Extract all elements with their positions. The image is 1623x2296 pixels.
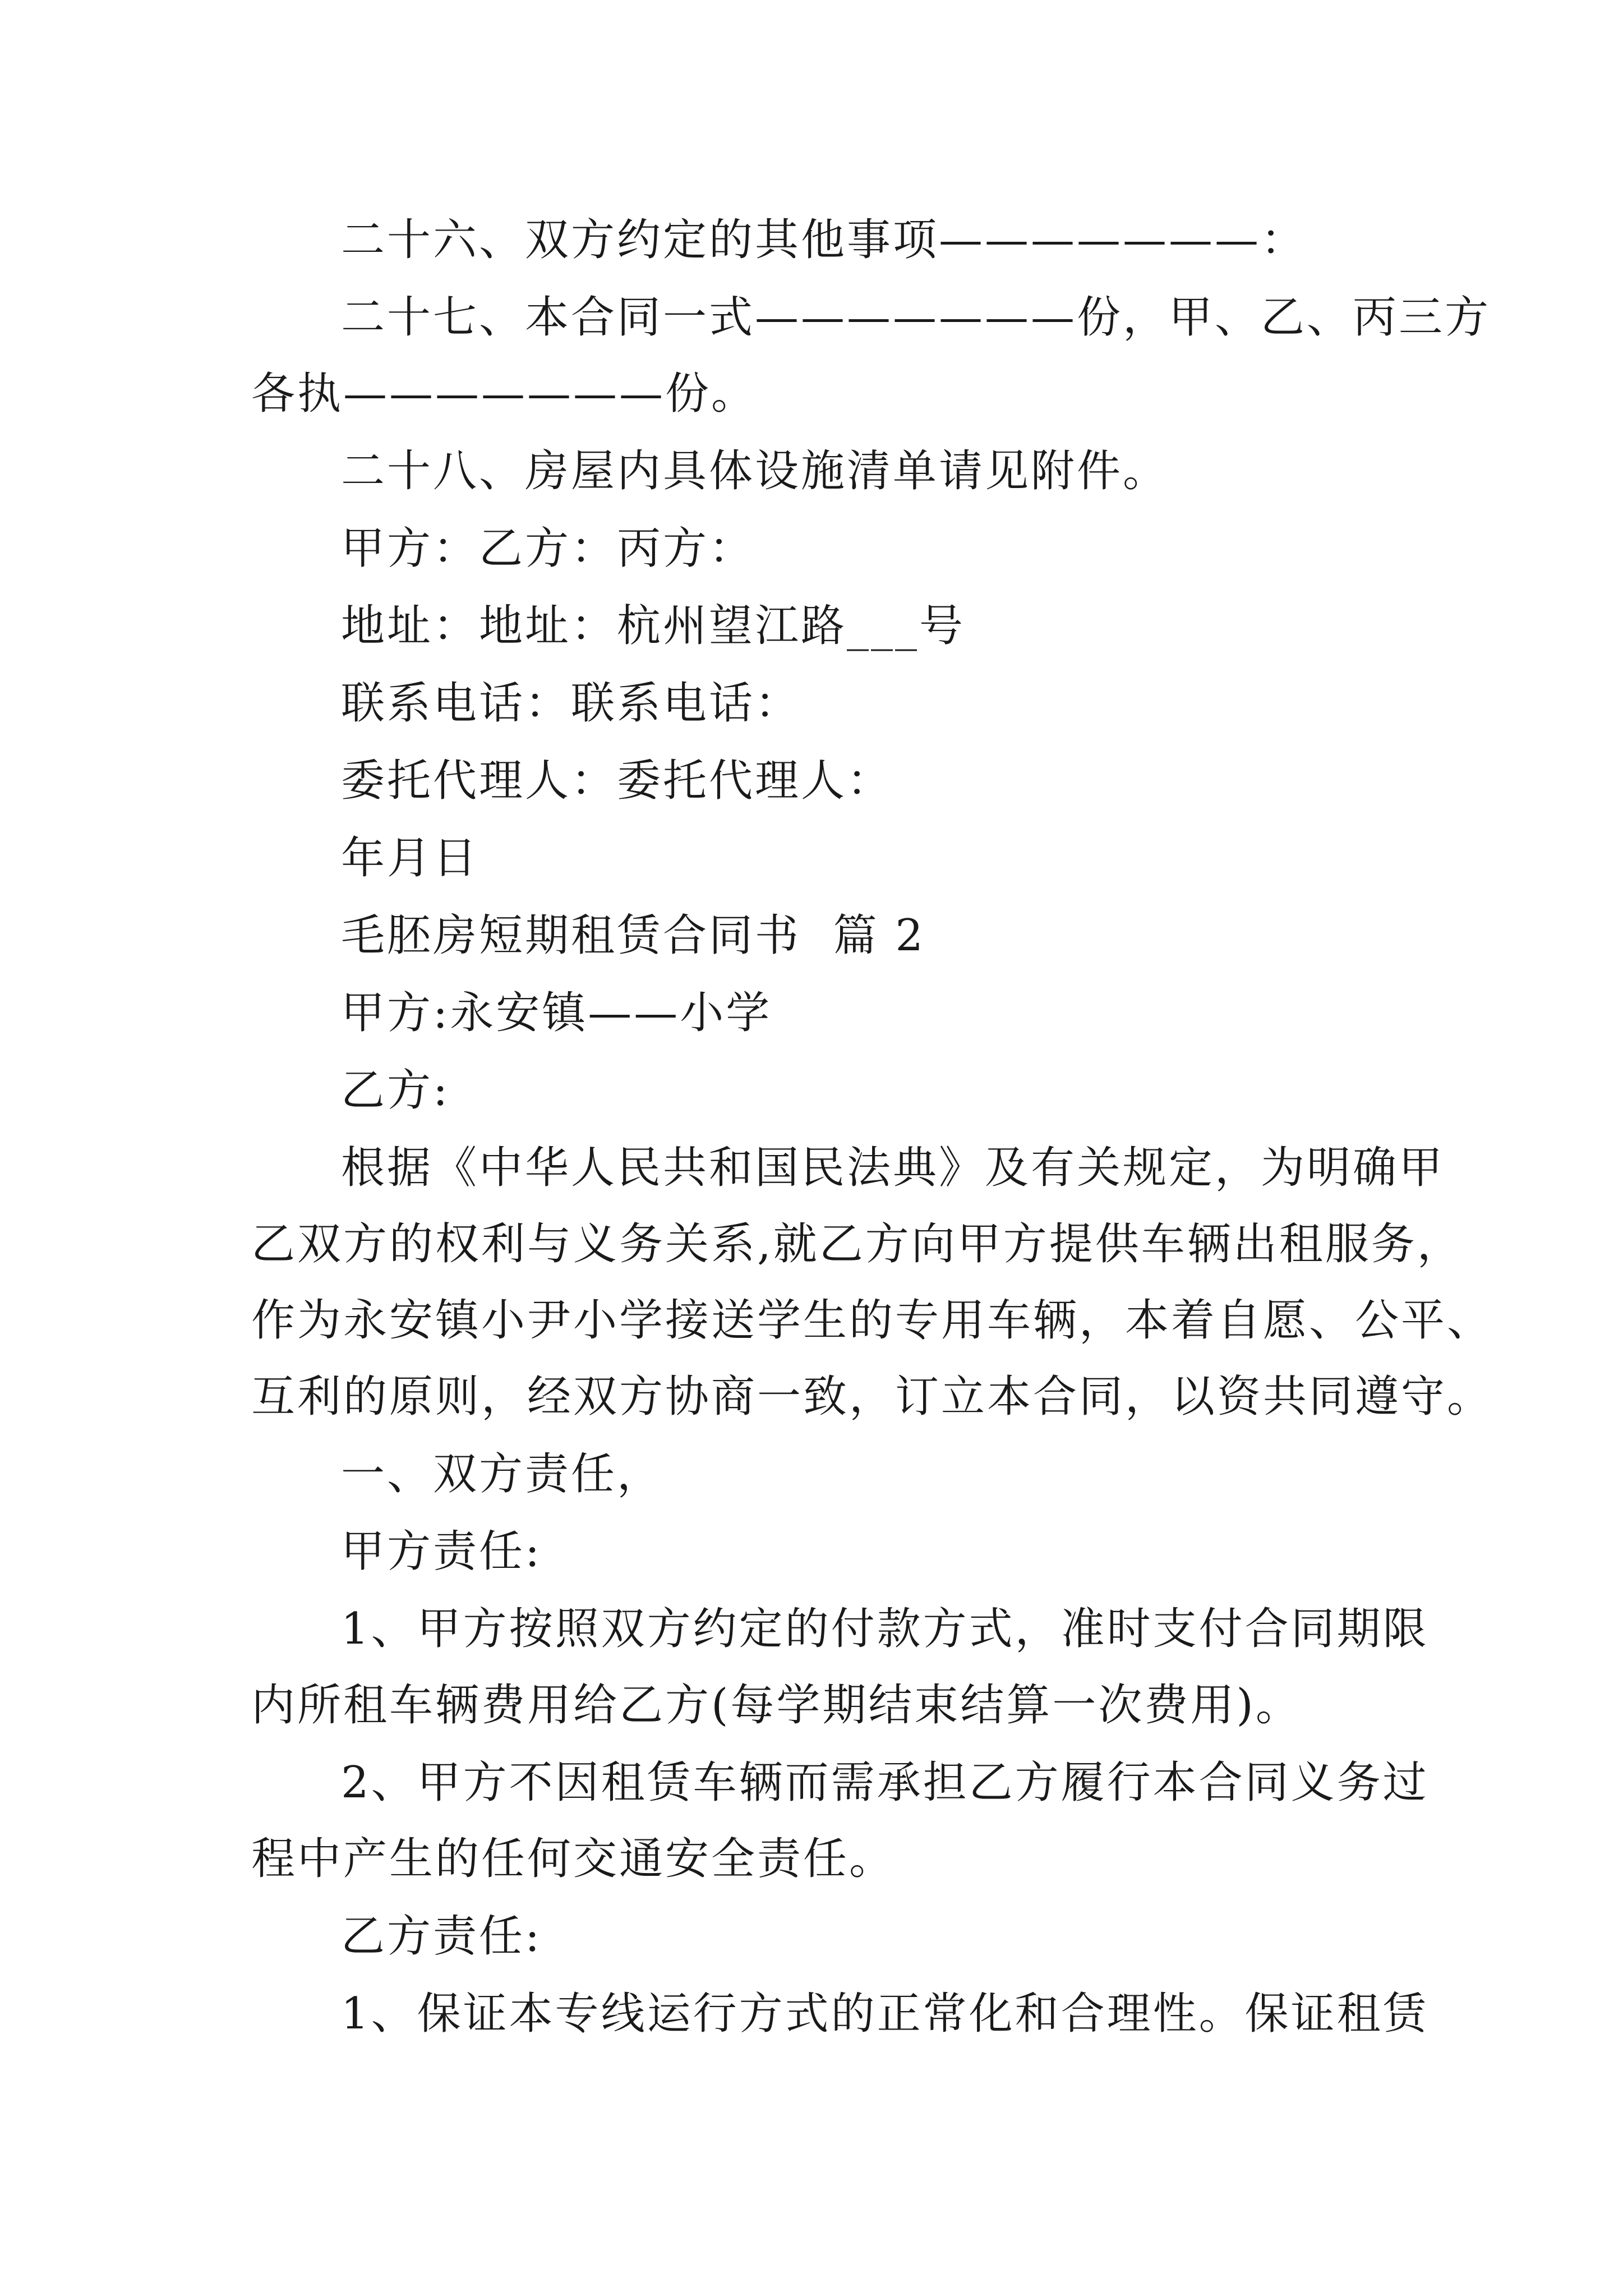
party-a-item-2-line-2: 程中产生的任何交通安全责任。 [251,1834,896,1884]
section-1-heading [251,1436,1384,1512]
party-a-line: 甲方:永安镇——小学 [341,988,772,1038]
clause-26 [251,202,1384,278]
clause-26-line-1: 二十六、双方约定的其他事项———————： [341,215,1307,265]
intro-line-1: 根据《中华人民共和国民法典》及有关规定，为明确甲 [341,1143,1445,1193]
intro-line-4: 互利的原则，经双方协商一致，订立本合同，以资共同遵守。 [251,1372,1493,1422]
document-page [251,202,1493,2053]
signature-date [251,820,1384,896]
clause-27-line-1: 二十七、本合同一式———————份，甲、乙、丙三方 [341,292,1491,343]
intro-line-2: 乙双方的权利与义务关系,就乙方向甲方提供车辆出租服务， [251,1219,1463,1269]
clause-27-line-2: 各执———————份。 [251,369,758,419]
signature-parties-line: 甲方：乙方：丙方： [341,523,755,574]
party-a-item-2 [251,1745,1429,1897]
party-b-responsibility-heading [251,1898,1384,1975]
party-a-item-1-line-1: 1、甲方按照双方约定的付款方式，准时支付合同期限 [341,1604,1429,1654]
intro-line-3: 作为永安镇小尹小学接送学生的专用车辆，本着自愿、公平、 [251,1295,1493,1346]
party-a-item-1-line-2: 内所租车辆费用给乙方(每学期结束结算一次费用)。 [251,1680,1302,1731]
signature-phone-line: 联系电话：联系电话： [341,678,801,729]
party-a-responsibility-line: 甲方责任: [341,1526,542,1577]
party-a-item-1 [251,1591,1429,1743]
signature-parties [251,510,1384,587]
signature-address-line: 地址：地址：杭州望江路___号 [341,601,966,651]
signature-address [251,588,1384,664]
section-title-line: 毛胚房短期租赁合同书 篇 2 [341,910,926,961]
party-b-item-1 [251,1976,1429,2052]
signature-agent-line: 委托代理人：委托代理人： [341,756,893,806]
clause-28 [251,433,1384,509]
signature-agent [251,743,1384,819]
party-b-item-1-line-1: 1、保证本专线运行方式的正常化和合理性。保证租赁 [341,1989,1429,2039]
section-1-heading-line: 一、双方责任， [341,1449,663,1499]
party-b [251,1052,1384,1129]
signature-phone [251,665,1384,742]
clause-27 [251,279,1491,432]
party-b-responsibility-line: 乙方责任: [341,1911,542,1962]
section-title [251,898,1384,974]
party-a [251,975,1384,1051]
party-a-item-2-line-1: 2、甲方不因租赁车辆而需承担乙方履行本合同义务过 [341,1757,1429,1808]
party-a-responsibility-heading [251,1513,1384,1590]
intro-paragraph [251,1130,1493,1435]
signature-date-line: 年月日 [341,833,479,884]
party-b-line: 乙方: [341,1065,450,1116]
clause-28-line-1: 二十八、房屋内具体设施清单请见附件。 [341,446,1169,496]
